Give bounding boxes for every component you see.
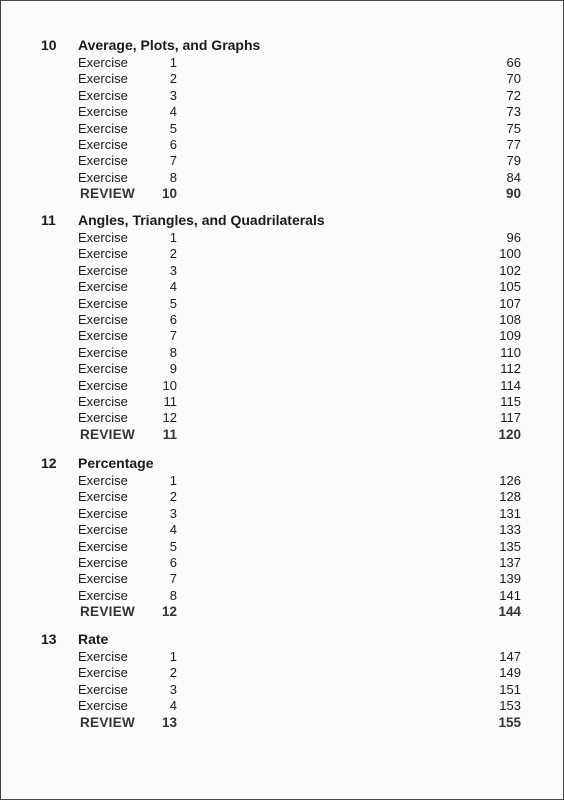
- entry-number: 4: [169, 104, 177, 120]
- entry-number: 2: [169, 246, 177, 262]
- entry-number: 8: [169, 587, 177, 603]
- entry-page: 126: [499, 473, 521, 488]
- entry-label: Exercise: [78, 87, 128, 103]
- entry-label: Exercise: [78, 246, 128, 262]
- entry-number: 6: [169, 554, 177, 570]
- review-row: [1, 186, 563, 202]
- entry-page: 100: [499, 246, 521, 262]
- entry-number: 2: [169, 665, 177, 681]
- chapter-number: 10: [41, 37, 57, 53]
- toc-row: [1, 571, 563, 587]
- chapter-section: [1, 37, 563, 203]
- entry-page: 115: [500, 393, 521, 409]
- entry-page: 151: [499, 681, 521, 697]
- entry-number: 2: [169, 489, 177, 505]
- entry-page: 75: [506, 120, 521, 136]
- chapter-section: [1, 631, 563, 731]
- entry-label: Exercise: [78, 377, 128, 393]
- toc-row: [1, 345, 563, 361]
- entry-page: 112: [500, 361, 521, 377]
- entry-label: Exercise: [78, 328, 128, 344]
- entry-page: 66: [506, 55, 521, 70]
- entry-page: 117: [500, 410, 521, 426]
- toc-row: [1, 312, 563, 328]
- entry-number: 4: [169, 279, 177, 295]
- toc-row: [1, 328, 563, 344]
- review-label: REVIEW: [80, 714, 136, 730]
- review-number: 12: [161, 604, 177, 620]
- entry-number: 7: [169, 571, 177, 587]
- toc-row: [1, 473, 563, 489]
- review-number: 11: [162, 426, 177, 442]
- entry-number: 12: [162, 410, 177, 426]
- entry-number: 10: [162, 377, 177, 393]
- toc-row: [1, 682, 563, 698]
- entry-number: 7: [169, 328, 177, 344]
- entry-label: Exercise: [78, 698, 128, 714]
- entry-page: 110: [500, 344, 521, 360]
- chapter-heading: [1, 37, 563, 55]
- chapter-number: 12: [41, 455, 57, 471]
- entry-label: Exercise: [78, 169, 128, 185]
- entry-page: 141: [499, 587, 521, 603]
- entry-page: 77: [506, 136, 521, 152]
- entry-page: 131: [499, 505, 521, 521]
- entry-label: Exercise: [78, 55, 128, 70]
- toc-row: [1, 539, 563, 555]
- chapter-number: 13: [41, 631, 57, 647]
- entry-label: Exercise: [78, 262, 128, 278]
- entry-label: Exercise: [78, 522, 128, 538]
- entry-number: 5: [169, 538, 177, 554]
- chapter-title: Percentage: [78, 455, 154, 471]
- entry-label: Exercise: [78, 295, 128, 311]
- entry-number: 6: [169, 136, 177, 152]
- entry-page: 102: [499, 262, 521, 278]
- chapter-title: Angles, Triangles, and Quadrilaterals: [78, 212, 325, 228]
- review-row: [1, 604, 563, 620]
- toc-row: [1, 296, 563, 312]
- entry-label: Exercise: [78, 311, 128, 327]
- entry-number: 5: [169, 295, 177, 311]
- toc-row: [1, 506, 563, 522]
- review-row: [1, 427, 563, 443]
- toc-row: [1, 279, 563, 295]
- toc-row: [1, 665, 563, 681]
- toc-row: [1, 698, 563, 714]
- entry-label: Exercise: [78, 361, 128, 377]
- toc-row: [1, 170, 563, 186]
- entry-label: Exercise: [78, 649, 128, 664]
- entry-page: 147: [499, 649, 521, 664]
- chapter-title: Average, Plots, and Graphs: [78, 37, 261, 53]
- review-page: 155: [498, 714, 521, 730]
- review-page: 144: [498, 604, 521, 620]
- toc-row: [1, 121, 563, 137]
- review-label: REVIEW: [80, 426, 136, 442]
- review-page: 90: [505, 186, 521, 202]
- entry-number: 4: [169, 522, 177, 538]
- toc-row: [1, 378, 563, 394]
- entry-page: 149: [499, 665, 521, 681]
- entry-number: 6: [169, 311, 177, 327]
- entry-number: 8: [169, 169, 177, 185]
- entry-number: 3: [169, 87, 177, 103]
- entry-number: 5: [169, 120, 177, 136]
- toc-row: [1, 410, 563, 426]
- entry-number: 3: [169, 681, 177, 697]
- entry-label: Exercise: [78, 473, 128, 488]
- entry-number: 1: [169, 55, 177, 70]
- toc-row: [1, 55, 563, 71]
- chapter-heading: [1, 631, 563, 649]
- entry-page: 84: [506, 169, 521, 185]
- toc-row: [1, 489, 563, 505]
- review-label: REVIEW: [80, 604, 136, 620]
- chapter-section: [1, 455, 563, 621]
- entry-label: Exercise: [78, 681, 128, 697]
- entry-page: 105: [499, 279, 521, 295]
- entry-label: Exercise: [78, 538, 128, 554]
- entry-page: 137: [499, 554, 521, 570]
- entry-page: 153: [499, 698, 521, 714]
- entry-number: 11: [163, 393, 177, 409]
- entry-page: 109: [499, 328, 521, 344]
- entry-number: 7: [169, 153, 177, 169]
- toc-row: [1, 555, 563, 571]
- entry-label: Exercise: [78, 489, 128, 505]
- review-number: 13: [161, 714, 177, 730]
- entry-number: 1: [169, 473, 177, 488]
- entry-label: Exercise: [78, 120, 128, 136]
- toc-row: [1, 246, 563, 262]
- entry-number: 3: [169, 505, 177, 521]
- entry-label: Exercise: [78, 410, 128, 426]
- toc-row: [1, 263, 563, 279]
- entry-number: 1: [169, 230, 177, 245]
- toc-row: [1, 88, 563, 104]
- entry-page: 70: [506, 71, 521, 87]
- entry-label: Exercise: [78, 393, 128, 409]
- chapter-heading: [1, 455, 563, 473]
- entry-page: 96: [506, 230, 521, 245]
- entry-number: 3: [169, 262, 177, 278]
- entry-label: Exercise: [78, 136, 128, 152]
- entry-page: 108: [499, 311, 521, 327]
- entry-label: Exercise: [78, 71, 128, 87]
- entry-label: Exercise: [78, 665, 128, 681]
- entry-page: 139: [499, 571, 521, 587]
- toc-row: [1, 71, 563, 87]
- entry-number: 9: [169, 361, 177, 377]
- entry-number: 4: [169, 698, 177, 714]
- entry-page: 133: [499, 522, 521, 538]
- entry-label: Exercise: [78, 344, 128, 360]
- toc-row: [1, 522, 563, 538]
- entry-page: 79: [506, 153, 521, 169]
- toc-row: [1, 394, 563, 410]
- entry-label: Exercise: [78, 279, 128, 295]
- toc-row: [1, 588, 563, 604]
- entry-label: Exercise: [78, 230, 128, 245]
- toc-row: [1, 361, 563, 377]
- entry-label: Exercise: [78, 587, 128, 603]
- toc-row: [1, 137, 563, 153]
- entry-number: 2: [169, 71, 177, 87]
- entry-page: 135: [499, 538, 521, 554]
- entry-label: Exercise: [78, 554, 128, 570]
- entry-page: 73: [506, 104, 521, 120]
- entry-label: Exercise: [78, 153, 128, 169]
- entry-page: 114: [500, 377, 521, 393]
- entry-label: Exercise: [78, 505, 128, 521]
- review-label: REVIEW: [80, 186, 136, 202]
- chapter-number: 11: [41, 212, 56, 228]
- entry-number: 1: [169, 649, 177, 664]
- chapter-heading: [1, 212, 563, 230]
- entry-page: 107: [499, 295, 521, 311]
- chapter-title: Rate: [78, 631, 109, 647]
- review-number: 10: [161, 186, 177, 202]
- chapter-section: [1, 212, 563, 443]
- entry-number: 8: [169, 344, 177, 360]
- review-page: 120: [498, 426, 521, 442]
- entry-label: Exercise: [78, 104, 128, 120]
- toc-row: [1, 104, 563, 120]
- entry-page: 72: [506, 87, 521, 103]
- entry-page: 128: [499, 489, 521, 505]
- toc-row: [1, 153, 563, 169]
- toc-row: [1, 230, 563, 246]
- toc-row: [1, 649, 563, 665]
- review-row: [1, 715, 563, 731]
- entry-label: Exercise: [78, 571, 128, 587]
